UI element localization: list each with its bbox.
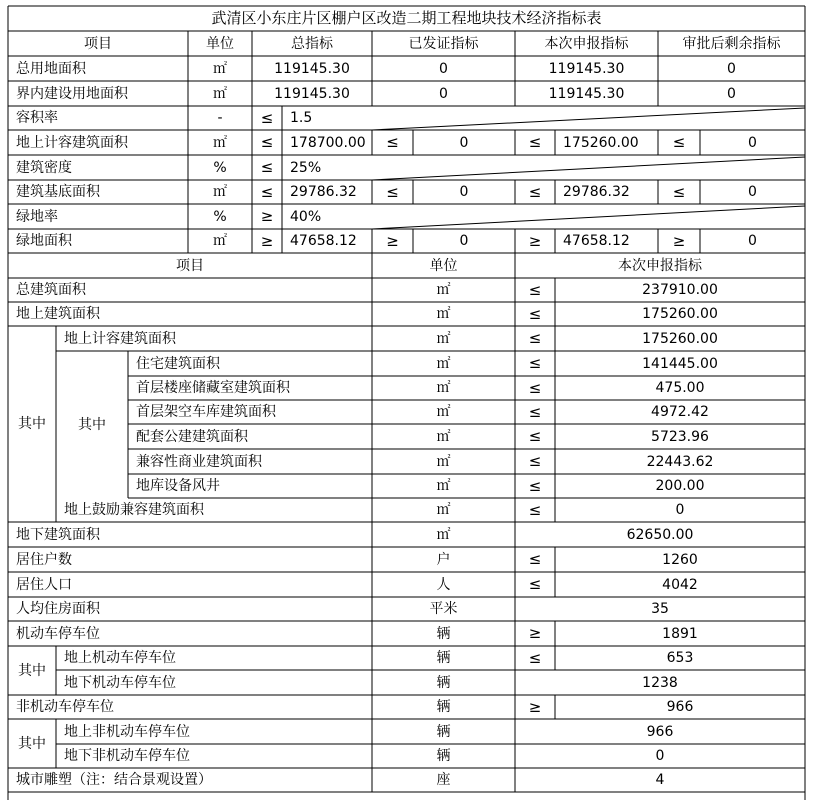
comparison-symbol: ≤ bbox=[528, 280, 542, 299]
row-unit: ㎡ bbox=[436, 282, 451, 298]
row-unit: ㎡ bbox=[213, 85, 227, 102]
comparison-symbol: ≤ bbox=[260, 108, 274, 127]
row-value: 175260.00 bbox=[642, 306, 718, 322]
row-label: 总用地面积 bbox=[16, 60, 86, 77]
row-total: 1.5 bbox=[290, 110, 313, 126]
comparison-symbol: ≤ bbox=[260, 133, 274, 151]
row-label: 人均住房面积 bbox=[16, 601, 100, 617]
row-current: 29786.32 bbox=[563, 184, 630, 200]
row-label: 地上鼓励兼容建筑面积 bbox=[64, 502, 204, 518]
row-label: 居住人口 bbox=[16, 576, 72, 593]
group-label-qizhong: 其中 bbox=[18, 416, 46, 432]
row-total: 178700.00 bbox=[290, 134, 366, 151]
row-value: 0 bbox=[655, 748, 665, 764]
row-unit: ㎡ bbox=[436, 306, 451, 322]
row-value: 141445.00 bbox=[642, 355, 718, 372]
row-value: 653 bbox=[666, 650, 694, 666]
comparison-symbol: ≤ bbox=[260, 158, 274, 176]
row-value: 1260 bbox=[662, 551, 698, 568]
row-label: 地下非机动车停车位 bbox=[64, 748, 190, 764]
header-total: 总指标 bbox=[291, 35, 333, 52]
row-label: 容积率 bbox=[16, 110, 58, 126]
row-value: 4042 bbox=[662, 576, 698, 593]
comparison-symbol: ≤ bbox=[528, 329, 542, 347]
group-label-qizhong: 其中 bbox=[18, 662, 46, 679]
row-label: 建筑密度 bbox=[16, 159, 72, 176]
diagonal-slash bbox=[372, 108, 805, 130]
row-value: 966 bbox=[646, 723, 674, 740]
row-remaining: 0 bbox=[748, 233, 757, 249]
row-issued: 0 bbox=[459, 184, 469, 200]
row-unit: ㎡ bbox=[436, 428, 451, 445]
row-unit: ㎡ bbox=[213, 60, 227, 77]
row-remaining: 0 bbox=[727, 85, 736, 102]
row-label: 首层架空车库建筑面积 bbox=[136, 404, 276, 420]
comparison-symbol: ≤ bbox=[528, 378, 542, 397]
comparison-symbol: ≤ bbox=[528, 427, 542, 445]
row-issued: 0 bbox=[459, 134, 469, 151]
comparison-symbol: ≤ bbox=[528, 476, 542, 495]
comparison-symbol: ≤ bbox=[528, 452, 542, 470]
row-unit: 辆 bbox=[436, 748, 451, 764]
row-issued: 0 bbox=[439, 85, 448, 102]
comparison-symbol: ≤ bbox=[528, 133, 542, 151]
comparison-symbol: ≤ bbox=[528, 304, 542, 323]
row-label: 地上计容建筑面积 bbox=[16, 134, 128, 151]
diagonal-slash bbox=[372, 157, 805, 180]
row-label: 地库设备风井 bbox=[136, 478, 220, 494]
row-value: 0 bbox=[675, 502, 685, 518]
row-label: 总建筑面积 bbox=[16, 282, 86, 298]
row-value: 966 bbox=[666, 699, 694, 715]
row-value: 22443.62 bbox=[646, 453, 714, 470]
row-unit: 人 bbox=[436, 576, 451, 593]
header-item: 项目 bbox=[84, 35, 112, 52]
header-current: 本次申报指标 bbox=[618, 257, 702, 274]
row-unit: ㎡ bbox=[436, 355, 451, 372]
diagonal-slash bbox=[372, 206, 805, 229]
row-label: 绿地率 bbox=[16, 208, 58, 225]
comparison-symbol: ≥ bbox=[260, 207, 274, 225]
row-label: 地上计容建筑面积 bbox=[64, 330, 176, 347]
comparison-symbol: ≤ bbox=[672, 133, 686, 151]
row-value: 5723.96 bbox=[651, 428, 709, 445]
row-label: 住宅建筑面积 bbox=[136, 355, 220, 372]
row-label: 配套公建建筑面积 bbox=[136, 428, 248, 445]
row-value: 35 bbox=[651, 601, 669, 617]
row-unit: ㎡ bbox=[436, 330, 451, 347]
comparison-symbol: ≥ bbox=[672, 231, 686, 250]
row-issued: 0 bbox=[439, 60, 448, 77]
comparison-symbol: ≥ bbox=[260, 231, 274, 250]
row-current: 175260.00 bbox=[563, 134, 639, 151]
row-unit: 平米 bbox=[429, 601, 458, 617]
row-label: 地上非机动车停车位 bbox=[64, 723, 190, 740]
row-unit: 户 bbox=[436, 551, 451, 568]
header-item: 项目 bbox=[176, 257, 204, 274]
row-current: 119145.30 bbox=[548, 85, 625, 102]
row-total: 25% bbox=[290, 159, 322, 176]
comparison-symbol: ≤ bbox=[528, 575, 542, 593]
row-total: 47658.12 bbox=[290, 233, 357, 249]
comparison-symbol: ≤ bbox=[528, 500, 542, 519]
row-remaining: 0 bbox=[727, 60, 736, 77]
header-remaining: 审批后剩余指标 bbox=[682, 35, 781, 52]
row-label: 地下建筑面积 bbox=[16, 526, 100, 543]
row-value: 1891 bbox=[662, 625, 698, 642]
row-total: 119145.30 bbox=[274, 85, 350, 102]
comparison-symbol: ≥ bbox=[528, 231, 542, 250]
row-unit: 辆 bbox=[436, 650, 451, 666]
row-unit: 辆 bbox=[436, 625, 451, 642]
group-label-qizhong: 其中 bbox=[78, 416, 106, 433]
row-value: 475.00 bbox=[655, 380, 705, 396]
row-label: 非机动车停车位 bbox=[16, 699, 114, 715]
row-label: 机动车停车位 bbox=[16, 625, 100, 642]
comparison-symbol: ≤ bbox=[672, 182, 686, 201]
row-value: 4972.42 bbox=[651, 404, 709, 420]
row-label: 城市雕塑（注：结合景观设置） bbox=[16, 772, 212, 788]
row-label: 绿地面积 bbox=[16, 233, 72, 249]
header-unit: 单位 bbox=[429, 257, 458, 274]
row-unit: 辆 bbox=[436, 699, 451, 715]
row-unit: ㎡ bbox=[213, 184, 227, 200]
row-unit: 辆 bbox=[436, 674, 451, 691]
row-unit: ㎡ bbox=[213, 134, 227, 151]
row-unit: ㎡ bbox=[436, 404, 451, 420]
comparison-symbol: ≥ bbox=[528, 624, 542, 642]
row-value: 175260.00 bbox=[642, 330, 718, 347]
row-value: 4 bbox=[655, 772, 665, 788]
comparison-symbol: ≤ bbox=[528, 354, 542, 372]
row-unit: ㎡ bbox=[436, 478, 451, 494]
comparison-symbol: ≤ bbox=[528, 648, 542, 667]
row-label: 居住户数 bbox=[16, 551, 72, 568]
header-unit: 单位 bbox=[206, 35, 234, 52]
row-issued: 0 bbox=[459, 233, 469, 249]
row-total: 119145.30 bbox=[274, 60, 350, 77]
row-label: 建筑基底面积 bbox=[16, 184, 100, 200]
comparison-symbol: ≤ bbox=[386, 133, 399, 151]
row-total: 29786.32 bbox=[290, 184, 357, 200]
row-remaining: 0 bbox=[748, 184, 757, 200]
row-unit: ㎡ bbox=[436, 453, 451, 470]
row-label: 地上建筑面积 bbox=[16, 306, 100, 322]
comparison-symbol: ≤ bbox=[528, 402, 542, 421]
row-unit: - bbox=[217, 110, 223, 126]
row-current: 119145.30 bbox=[548, 60, 625, 77]
row-label: 地下机动车停车位 bbox=[64, 674, 176, 691]
row-remaining: 0 bbox=[748, 134, 757, 151]
comparison-symbol: ≤ bbox=[386, 182, 399, 201]
row-unit: % bbox=[213, 208, 227, 225]
page-title: 武清区小东庄片区棚户区改造二期工程地块技术经济指标表 bbox=[211, 9, 602, 27]
row-label: 首层楼座储藏室建筑面积 bbox=[136, 380, 290, 396]
comparison-symbol: ≥ bbox=[528, 697, 542, 716]
row-unit: ㎡ bbox=[213, 233, 227, 249]
row-label: 界内建设用地面积 bbox=[16, 85, 128, 102]
row-value: 200.00 bbox=[655, 478, 705, 494]
comparison-symbol: ≤ bbox=[260, 182, 274, 201]
row-unit: ㎡ bbox=[436, 526, 451, 543]
row-label: 地上机动车停车位 bbox=[64, 650, 176, 666]
row-value: 1238 bbox=[642, 674, 678, 691]
header-issued: 已发证指标 bbox=[408, 35, 479, 52]
row-label: 兼容性商业建筑面积 bbox=[136, 453, 262, 470]
row-total: 40% bbox=[290, 208, 322, 225]
row-current: 47658.12 bbox=[563, 233, 630, 249]
row-value: 62650.00 bbox=[626, 526, 694, 543]
row-unit: 座 bbox=[436, 772, 451, 788]
row-value: 237910.00 bbox=[642, 282, 718, 298]
group-label-qizhong: 其中 bbox=[18, 735, 46, 752]
row-unit: ㎡ bbox=[436, 380, 451, 396]
comparison-symbol: ≥ bbox=[386, 231, 399, 250]
comparison-symbol: ≤ bbox=[528, 550, 542, 568]
header-current: 本次申报指标 bbox=[544, 35, 629, 52]
row-unit: 辆 bbox=[436, 723, 451, 740]
row-unit: ㎡ bbox=[436, 502, 451, 518]
comparison-symbol: ≤ bbox=[528, 182, 542, 201]
row-unit: % bbox=[213, 159, 227, 176]
